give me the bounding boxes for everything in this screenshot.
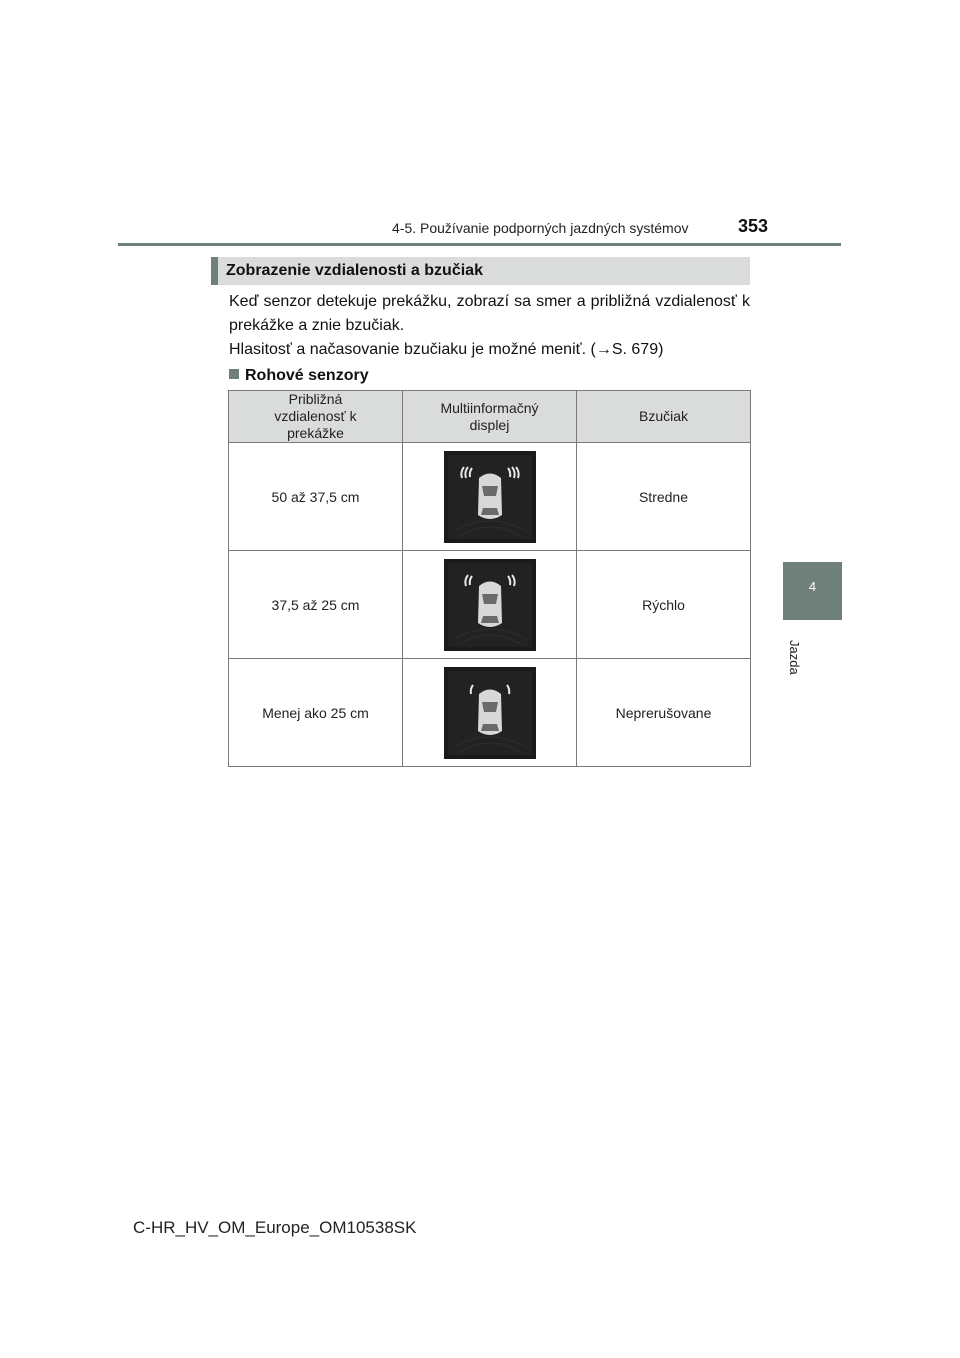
distance-cell: 50 až 37,5 cm [229,443,403,551]
chapter-label-text: Jazda [787,640,802,675]
header-rule [118,243,841,246]
distance-cell: 37,5 až 25 cm [229,551,403,659]
header-distance: Približná vzdialenosť k prekážke [229,391,403,443]
buzzer-cell: Neprerušovane [577,659,751,767]
table-row [229,659,751,767]
subheading-corner-sensors [229,364,369,388]
chapter-number: 4 [808,579,817,594]
subheading-text: Rohové senzory [245,367,369,384]
chapter-tab[interactable] [783,562,842,620]
footer-document-code: C-HR_HV_OM_Europe_OM10538SK [133,1218,417,1237]
header-buzzer: Bzučiak [577,391,751,443]
sensor-table [228,390,751,767]
display-cell [403,443,577,551]
page-number: 353 [738,216,769,236]
display-cell [403,659,577,767]
display-cell [403,551,577,659]
buzzer-cell: Rýchlo [577,551,751,659]
display-mid-icon [444,559,536,651]
table-header-row [229,391,751,443]
square-bullet-icon [229,369,239,379]
volume-paragraph: Hlasitosť a načasovanie bzučiaku je možné meniť. (→S. 679) [229,341,664,358]
distance-cell: Menej ako 25 cm [229,659,403,767]
table-row [229,551,751,659]
table-row [229,443,751,551]
intro-paragraph: Keď senzor detekuje prekážku, zobrazí sa smer a približná vzdialenosť k prekážke a znie bzučiak. [229,293,750,334]
display-far-icon [444,451,536,543]
chapter-label [784,640,814,680]
buzzer-cell: Stredne [577,443,751,551]
header-section-title: 4-5. Používanie podporných jazdných systémov [392,220,689,236]
section-heading: Zobrazenie vzdialenosti a bzučiak [211,257,750,285]
display-near-icon [444,667,536,759]
header-display: Multiinformačný displej [403,391,577,443]
